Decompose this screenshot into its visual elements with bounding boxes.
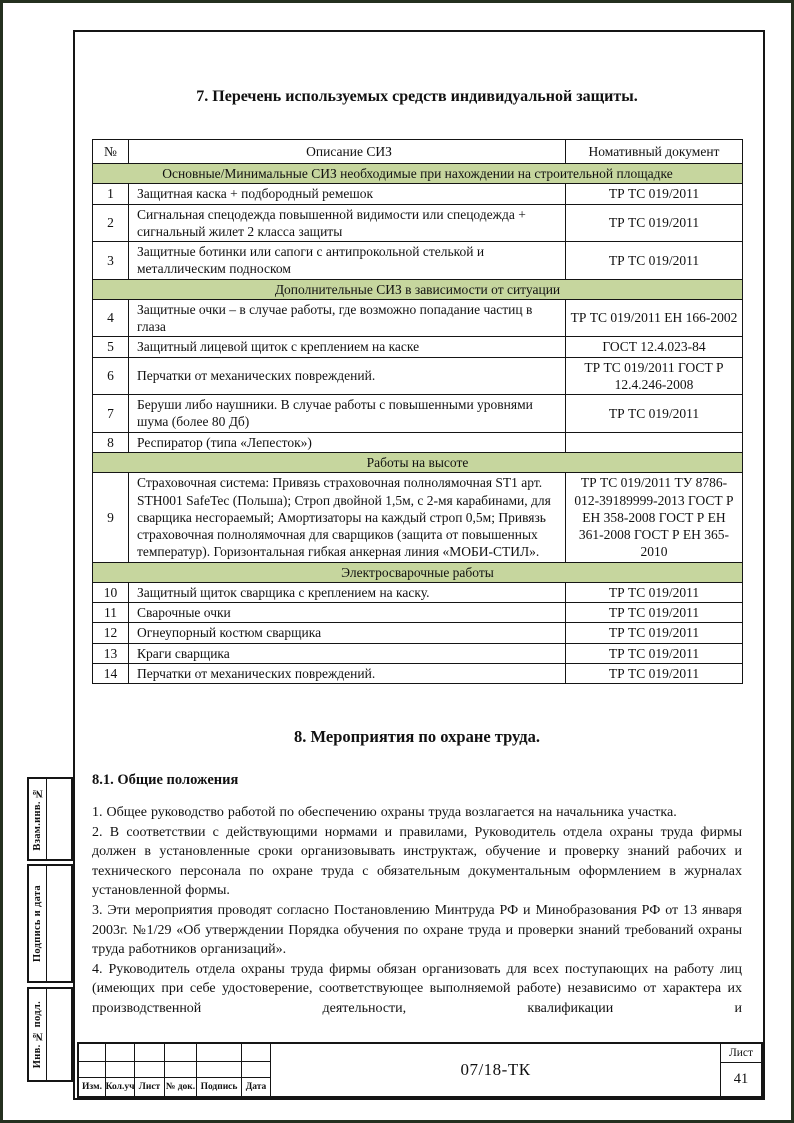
document-number: 07/18-ТК: [271, 1044, 721, 1096]
title-block: [77, 1042, 763, 1098]
table-section-row: [93, 562, 743, 582]
section-8-1-subtitle: 8.1. Общие положения: [92, 772, 239, 788]
section-label: Работы на высоте: [93, 452, 743, 472]
table-row: 2 Сигнальная спецодежда повышенной видимости или спецодежда + сигнальный жилет 2 класса защиты ТР ТС 019/2011: [93, 204, 743, 242]
table-row: 14 Перчатки от механических повреждений. ТР ТС 019/2011: [93, 663, 743, 683]
paragraph-4: 4. Руководитель отдела охраны труда фирмы обязан организовать для всех поступающих на работу лиц (имеющих при себе удостоверение, соответствующее выполняемой работе) независимо от характера их производственной деятельности, квалификации и: [92, 961, 742, 1016]
table-row: 6 Перчатки от механических повреждений. ТР ТС 019/2011 ГОСТ Р 12.4.246-2008: [93, 357, 743, 395]
header-desc: Описание СИЗ: [129, 140, 566, 164]
tb-label-data: Дата: [245, 1082, 267, 1092]
table-row: 1 Защитная каска + подбородный ремешок ТР ТС 019/2011: [93, 184, 743, 204]
section-8-title: 8. Мероприятия по охране труда.: [294, 727, 540, 746]
sheet-label: Лист: [721, 1044, 761, 1063]
section-label: Электросварочные работы: [93, 562, 743, 582]
tb-label-izm: Изм.: [82, 1082, 102, 1092]
table-section-row: [93, 279, 743, 299]
sheet-box: [721, 1044, 761, 1096]
paragraph-3: 3. Эти мероприятия проводят согласно Постановлению Минтруда РФ и Минобразования РФ от 13 января 2003г. №1/29 «Об утверждении Порядка обучения по охране труда и проверки знаний требований охраны труда работников организаций».: [92, 902, 742, 958]
stamp-label-inv-podl: Инв. № подл.: [32, 1000, 43, 1069]
table-row: 8 Респиратор (типа «Лепесток»): [93, 432, 743, 452]
stamp-empty-cell: [47, 989, 71, 1080]
section-8-body: [92, 803, 742, 1019]
section-7-title: 7. Перечень используемых средств индивидуальной защиты.: [196, 88, 638, 105]
table-row: 9 Страховочная система: Привязь страховочная полнолямочная ST1 арт. STH001 SafeTec (Польша); Строп двойной 1,5м, с 2-мя карабинами, для сварщика несгораемый; Амортизаторы на каждый строп 0,5м; Привязь страховочная полнолямочная для сварщиков (защита от повышенных температур). Горизонтальная гибкая анкерная линия «МОБИ-СТИЛ». ТР ТС 019/2011 ТУ 8786-012-39189999-2013 ГОСТ Р ЕН 358-2008 ГОСТ Р ЕН 361-2008 ГОСТ Р ЕН 365-2010: [93, 473, 743, 562]
table-section-row: [93, 164, 743, 184]
section-label: Дополнительные СИЗ в зависимости от ситуации: [93, 279, 743, 299]
table-row: 4 Защитные очки – в случае работы, где возможно попадание частиц в глаза ТР ТС 019/2011 ЕН 166-2002: [93, 299, 743, 337]
table-row: 7 Беруши либо наушники. В случае работы с повышенными уровнями шума (более 80 Дб) ТР ТС 019/2011: [93, 395, 743, 433]
table-row: 10 Защитный щиток сварщика с креплением на каску. ТР ТС 019/2011: [93, 582, 743, 602]
stamp-box-vzam-inv: [27, 777, 73, 861]
tb-label-podpis: Подпись: [200, 1082, 238, 1092]
table-row: 12 Огнеупорный костюм сварщика ТР ТС 019/2011: [93, 623, 743, 643]
tb-label-koluch: Кол.уч: [105, 1082, 135, 1092]
tb-label-list: Лист: [138, 1082, 161, 1092]
paragraph-2: 2. В соответствии с действующими нормами и правилами, Руководитель отдела охраны труда фирмы должен в установленные сроки организовывать инструктаж, обучение и проверку знаний рабочих и технического персонала по охране труда с обязательным документальным оформлением в журналах установленной формы.: [92, 824, 742, 899]
header-doc: Номативный документ: [566, 140, 743, 164]
title-block-columns: [79, 1044, 271, 1096]
stamp-box-podpis-data: [27, 864, 73, 983]
stamp-empty-cell: [47, 779, 71, 859]
stamp-label-vzam-inv: Взам.инв. №: [32, 787, 43, 851]
table-header-row: [93, 140, 743, 164]
table-row: 3 Защитные ботинки или сапоги с антипрокольной стелькой и металлическим подноском ТР ТС 019/2011: [93, 242, 743, 280]
siz-table: [92, 139, 743, 684]
stamp-empty-cell: [47, 866, 71, 981]
section-label: Основные/Минимальные СИЗ необходимые при нахождении на строительной площадке: [93, 164, 743, 184]
stamp-label-podpis-data: Подпись и дата: [32, 884, 43, 963]
table-section-row: [93, 452, 743, 472]
table-row: 11 Сварочные очки ТР ТС 019/2011: [93, 603, 743, 623]
stamp-box-inv-podl: [27, 987, 73, 1082]
sheet-number: 41: [733, 1071, 749, 1087]
paragraph-1: 1. Общее руководство работой по обеспечению охраны труда возлагается на начальника участка.: [92, 805, 677, 820]
header-num: №: [93, 140, 129, 164]
table-row: 5 Защитный лицевой щиток с креплением на каске ГОСТ 12.4.023-84: [93, 337, 743, 357]
table-row: 13 Краги сварщика ТР ТС 019/2011: [93, 643, 743, 663]
tb-label-dok: № док.: [165, 1082, 196, 1092]
